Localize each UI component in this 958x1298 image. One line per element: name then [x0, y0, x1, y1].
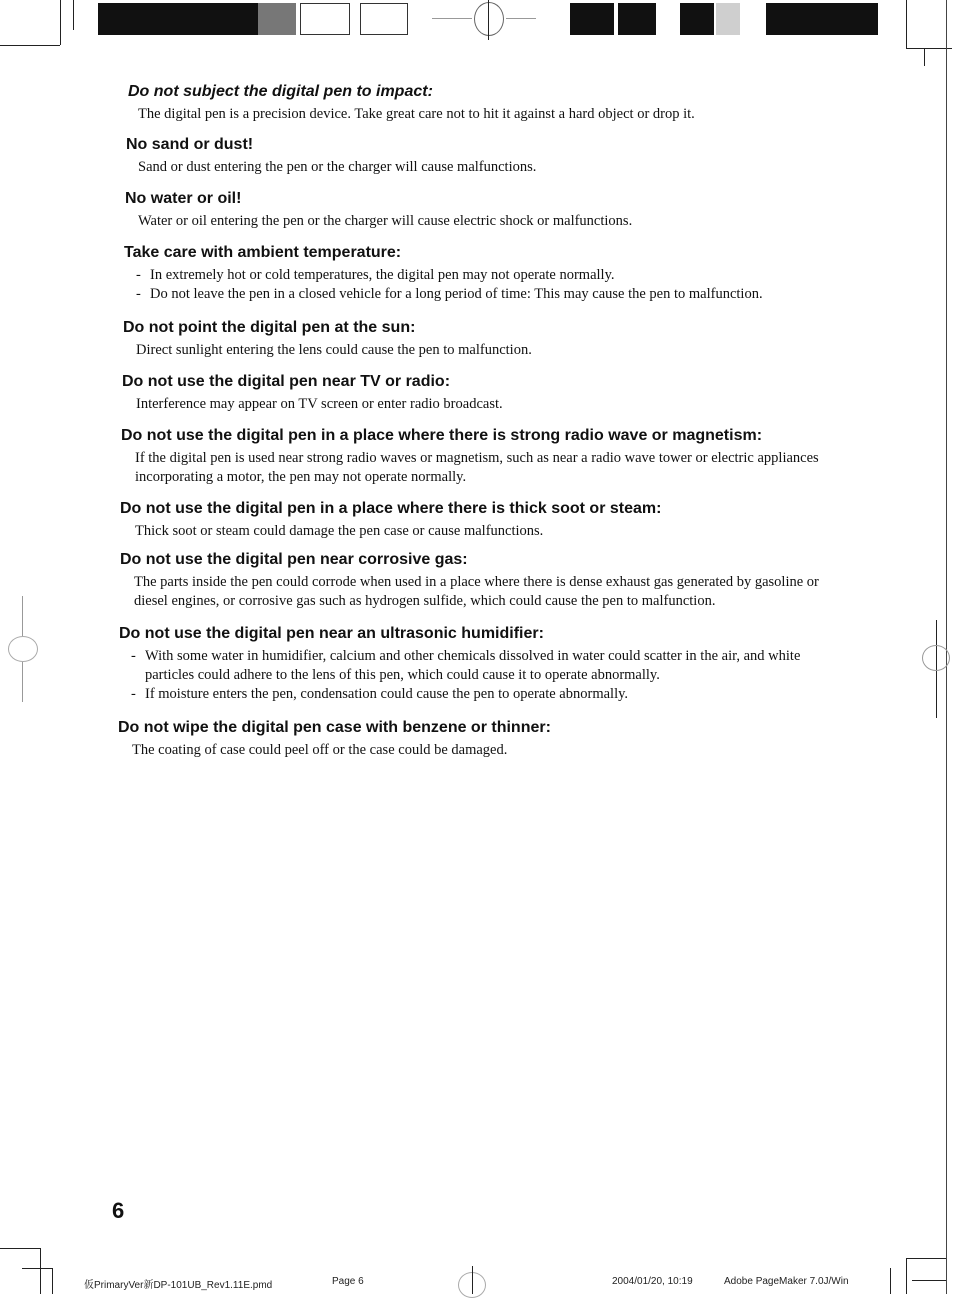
section-body: Water or oil entering the pen or the charger will cause electric shock or malfunctions.: [138, 213, 633, 229]
footer-datetime: 2004/01/20, 10:19: [612, 1276, 693, 1287]
color-bar-black-4: [680, 3, 714, 35]
color-bar-black-3: [618, 3, 656, 35]
crop-mark-bottom-right-v2: [906, 1258, 907, 1294]
section-heading: Do not use the digital pen near TV or radio:: [122, 373, 451, 390]
color-bar-outline-2: [360, 3, 408, 35]
section-heading: Do not wipe the digital pen case with benzene or thinner:: [118, 719, 551, 736]
side-mark-left-v2: [22, 662, 23, 702]
section-tv-radio: [122, 372, 958, 414]
footer-filename: 仮PrimaryVer新DP-101UB_Rev1.11E.pmd: [84, 1280, 273, 1291]
crop-mark-bottom-left-h: [0, 1248, 40, 1249]
crop-mark-top-left-h: [0, 45, 60, 46]
section-soot-steam: [120, 499, 958, 541]
section-body: The parts inside the pen could corrode when used in a place where there is dense exhaust gas generated by gasoline or diesel engines, or corrosive gas such as hydrogen sulfide, which could cause the pen to malfunction.: [134, 574, 819, 609]
side-registration-right-icon: [922, 645, 950, 671]
section-heading: Do not use the digital pen in a place where there is thick soot or steam:: [120, 500, 662, 517]
reg-line-right: [506, 18, 536, 19]
list-item: - With some water in humidifier, calcium and other chemicals dissolved in water could scatter in the air, and white particles could adhere to the lens of this pen, which could cause it to operate abnormally.: [131, 647, 849, 685]
list-item: - If moisture enters the pen, condensation could cause the pen to operate abnormally.: [131, 685, 849, 704]
reg-line-left: [432, 18, 472, 19]
crop-mark-top-right-v: [906, 0, 907, 48]
bullet-list: [131, 647, 849, 704]
section-heading: Do not use the digital pen near an ultrasonic humidifier:: [119, 625, 544, 642]
bullet-list: [136, 266, 958, 304]
section-corrosive-gas: [120, 550, 850, 611]
section-water-oil: [125, 189, 958, 231]
section-heading: No water or oil!: [125, 190, 242, 207]
color-bar-black-5: [766, 3, 878, 35]
registration-target-icon: [474, 2, 504, 36]
crop-mark-bottom-left-h2: [22, 1268, 52, 1269]
crop-mark-bottom-left-v2: [52, 1268, 53, 1294]
list-item: - In extremely hot or cold temperatures, the digital pen may not operate normally.: [136, 266, 958, 285]
section-temperature: [124, 243, 958, 304]
section-heading: Do not use the digital pen near corrosive gas:: [120, 551, 468, 568]
section-sand-dust: [126, 135, 958, 177]
section-benzene-thinner: [118, 718, 958, 760]
side-registration-left-icon: [8, 636, 38, 662]
section-body: Interference may appear on TV screen or enter radio broadcast.: [136, 396, 503, 412]
section-body: The coating of case could peel off or the case could be damaged.: [132, 742, 508, 758]
section-body: Direct sunlight entering the lens could cause the pen to malfunction.: [136, 342, 532, 358]
page-number: 6: [112, 1198, 125, 1223]
section-radio-magnetism: [121, 426, 851, 487]
section-heading: Do not subject the digital pen to impact:: [128, 83, 433, 100]
list-item: - Do not leave the pen in a closed vehicle for a long period of time: This may cause the pen to malfunction.: [136, 285, 958, 304]
section-body: The digital pen is a precision device. Take great care not to hit it against a hard object or drop it.: [138, 106, 695, 122]
section-impact: [128, 82, 958, 124]
crop-mark-bottom-right-v: [890, 1268, 891, 1294]
crop-mark-bottom-right-h: [906, 1258, 946, 1259]
side-mark-left-v: [22, 596, 23, 636]
crop-mark-top-left-v: [60, 0, 61, 45]
section-sun: [123, 318, 958, 360]
footer-page: Page 6: [332, 1276, 364, 1287]
reg-line-center: [488, 0, 489, 40]
section-heading: No sand or dust!: [126, 136, 254, 153]
section-humidifier: [119, 624, 849, 704]
section-body: Thick soot or steam could damage the pen case or cause malfunctions.: [135, 523, 544, 539]
crop-mark-top-right-v2: [924, 48, 925, 66]
color-bar-outline-1: [300, 3, 350, 35]
section-body: Sand or dust entering the pen or the charger will cause malfunctions.: [138, 159, 537, 175]
section-heading: Take care with ambient temperature:: [124, 244, 402, 261]
section-heading: Do not point the digital pen at the sun:: [123, 319, 416, 336]
color-bar-black-2: [570, 3, 614, 35]
color-bar-light: [716, 3, 740, 35]
crop-mark-top-left-v2: [73, 0, 74, 30]
section-heading: Do not use the digital pen in a place where there is strong radio wave or magnetism:: [121, 427, 763, 444]
crop-mark-bottom-left-v: [40, 1248, 41, 1294]
color-bar-black: [98, 3, 258, 35]
section-body: If the digital pen is used near strong radio waves or magnetism, such as near a radio wave tower or electric appliances incorporating a motor, the pen may not operate normally.: [135, 450, 819, 485]
color-bar-gray: [258, 3, 296, 35]
crop-mark-bottom-right-h2: [912, 1280, 946, 1281]
footer-application: Adobe PageMaker 7.0J/Win: [724, 1276, 849, 1287]
bottom-reg-line: [472, 1266, 473, 1294]
